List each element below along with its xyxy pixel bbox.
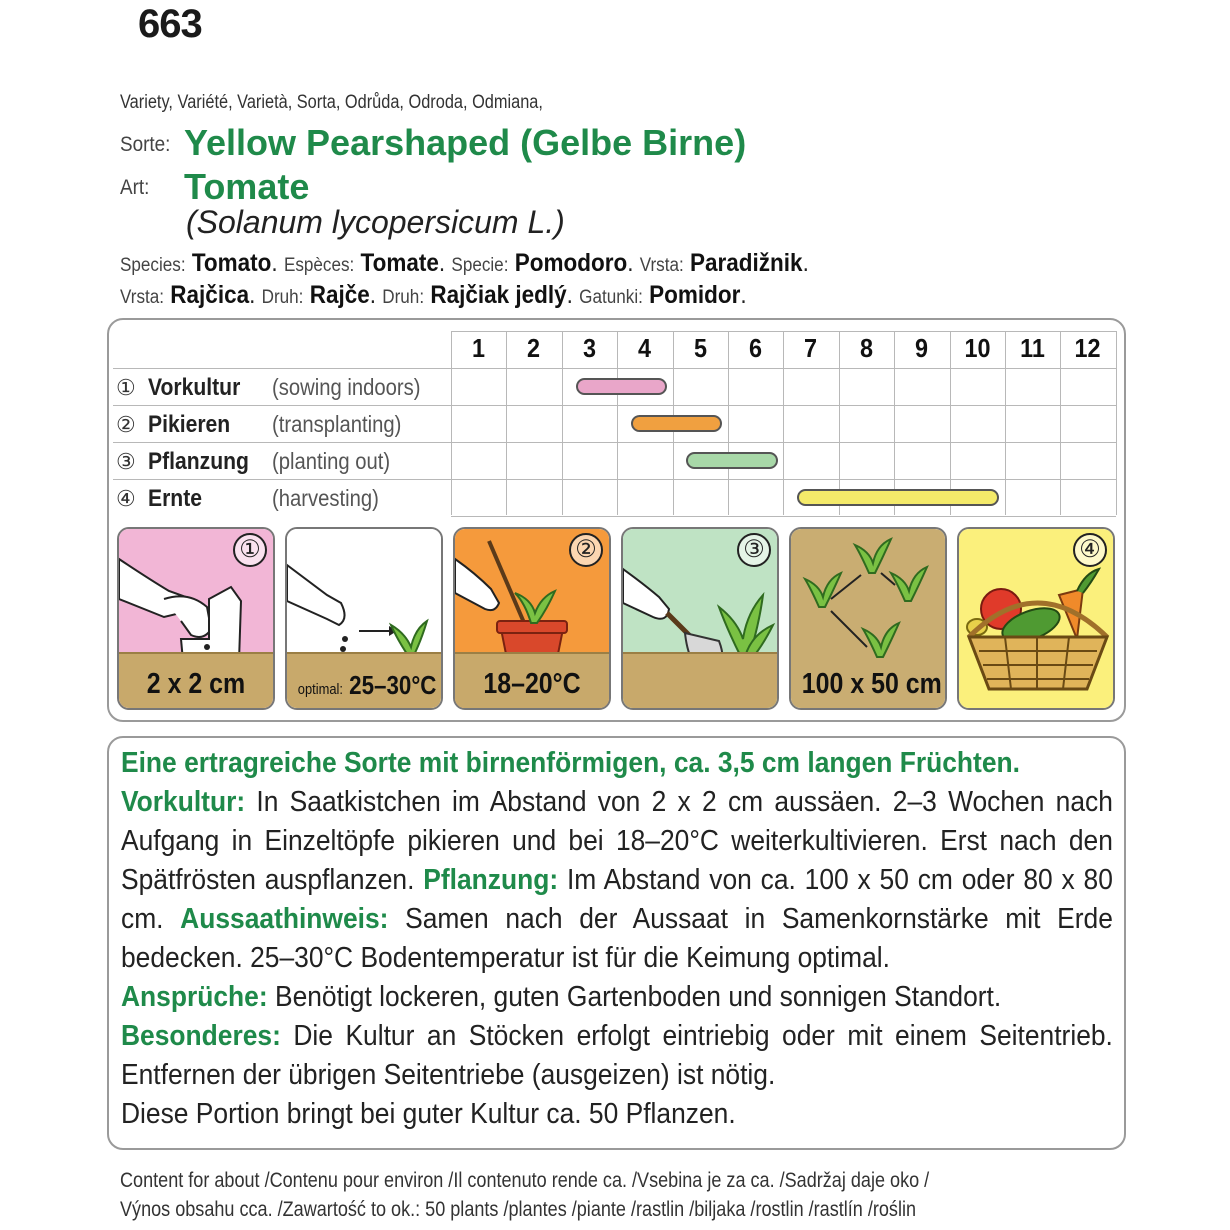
grid-column-line [562, 331, 563, 515]
month-label-7: 7 [804, 333, 818, 363]
grid-row-line [451, 516, 1116, 517]
species-label: Vrsta: [120, 287, 165, 308]
product-code: 663 [138, 2, 202, 46]
species-name-pl: Pomidor [649, 281, 741, 309]
species-label: Species: [120, 255, 186, 276]
germination-temperature: 25–30°C [349, 670, 437, 700]
stage-number: ② [116, 412, 136, 437]
stage-name-ernte: Ernte [148, 485, 202, 512]
grid-row-line [113, 479, 1116, 480]
pflanzung-heading: Pflanzung: [423, 864, 559, 896]
variety-label-line: Variety, Variété, Varietà, Sorta, Odrůda, Odroda, Odmiana, [120, 92, 543, 113]
month-label-3: 3 [582, 333, 596, 363]
step-badge: ③ [737, 533, 771, 567]
step-badge: ④ [1073, 533, 1107, 567]
stage-name-en: (transplanting) [272, 411, 402, 437]
step-badge: ② [569, 533, 603, 567]
step-panel-germination [285, 527, 443, 710]
content-info-line-1: Content for about /Contenu pour environ /Il contenuto rende ca. /Vsebina je za ca. /Sadržaj daje oko / [120, 1169, 930, 1192]
species-label: Espèces: [283, 255, 355, 276]
description-text [121, 744, 1113, 1134]
species-name-cs: Rajče [309, 281, 370, 309]
vorkultur-heading: Vorkultur: [121, 786, 246, 818]
month-label-1: 1 [471, 333, 486, 363]
grid-column-line [1005, 331, 1006, 515]
content-info-line-2: Výnos obsahu cca. /Zawartość to ok.: 50 plants /plantes /piante /rastlin /biljaka /rostlin /rastlín /roślin [120, 1198, 917, 1221]
description-lead: Eine ertragreiche Sorte mit birnenförmigen, ca. 3,5 cm langen Früchten. [121, 747, 1020, 779]
art-label: Art: [120, 176, 150, 199]
stage-name-vorkultur: Vorkultur [148, 374, 241, 401]
sowing-distance-label: 2 x 2 cm [146, 668, 246, 700]
grid-column-line [617, 331, 618, 515]
species-name-sl: Paradižnik [690, 249, 803, 277]
species-name-sk: Rajčiak jedlý [430, 281, 567, 309]
species-name: Tomate [184, 166, 310, 207]
month-label-9: 9 [915, 333, 929, 363]
grid-column-line [1116, 331, 1117, 515]
vorkultur-text: In Saatkistchen im Abstand von 2 x 2 cm aussäen. 2–3 Wochen nach Aufgang in Einzeltöpfe pikieren und bei 18–20°C weiterkultivieren. Erst nach den Spätfrösten auspflanzen. [121, 786, 1113, 896]
ansprueche-heading: Ansprüche: [121, 981, 268, 1013]
grid-column-line [950, 331, 951, 515]
grid-column-line [894, 331, 895, 515]
aussaathinweis-text: Samen nach der Aussaat in Samenkornstärke mit Erde bedecken. 25–30°C Bodentemperatur ist für die Keimung optimal. [121, 903, 1113, 974]
month-label-6: 6 [748, 333, 763, 363]
month-label-12: 12 [1074, 333, 1101, 363]
month-label-10: 10 [964, 333, 991, 363]
species-translations-line-2: Vrsta: Rajčica. Druh: Rajče. Druh: Rajčiak jedlý. Gatunki: Pomidor. [120, 281, 747, 309]
step-panel-sowing [117, 527, 275, 710]
sorte-label: Sorte: [120, 133, 171, 156]
calendar-bar-vorkultur [576, 378, 667, 395]
besonderes-heading: Besonderes: [121, 1020, 281, 1052]
species-name-en: Tomato [191, 249, 272, 277]
ansprueche-text: Benötigt lockeren, guten Gartenboden und sonnigen Standort. [267, 981, 1002, 1013]
stage-name-pikieren: Pikieren [148, 411, 231, 438]
latin-name: (Solanum lycopersicum L.) [186, 204, 565, 240]
grid-row-line [113, 405, 1116, 406]
step-panel-harvest [957, 527, 1115, 710]
grid-row-line [113, 442, 1116, 443]
calendar-bar-pikieren [631, 415, 722, 432]
grid-row-line [451, 331, 1116, 332]
grid-column-line [451, 331, 452, 515]
stage-name-en: (harvesting) [272, 485, 379, 511]
stage-name-en: (sowing indoors) [272, 374, 421, 400]
species-label: Druh: [261, 287, 304, 308]
species-label: Druh: [382, 287, 425, 308]
month-label-5: 5 [693, 333, 707, 363]
stage-number: ① [116, 375, 136, 400]
stage-name-pflanzung: Pflanzung [148, 448, 249, 475]
stage-name-en: (planting out) [272, 448, 391, 474]
grid-column-line [506, 331, 507, 515]
step-badge: ① [233, 533, 267, 567]
optimal-prefix: optimal: [297, 681, 343, 698]
step-panel-spacing [789, 527, 947, 710]
germination-temperature-label [297, 670, 437, 701]
grid-column-line [839, 331, 840, 515]
step-panel-transplanting [453, 527, 611, 710]
month-label-11: 11 [1020, 333, 1045, 363]
species-label: Gatunki: [579, 287, 643, 308]
grid-column-line [1060, 331, 1061, 515]
species-name-hr: Rajčica [170, 281, 250, 309]
species-name-it: Pomodoro [514, 249, 628, 277]
stage-number: ④ [116, 486, 136, 511]
month-label-2: 2 [527, 333, 541, 363]
plant-spacing-label: 100 x 50 cm [801, 668, 942, 700]
soil-strip [623, 652, 777, 708]
transplant-temperature-label: 18–20°C [483, 668, 581, 700]
pflanzung-text: Im Abstand von ca. 100 x 50 cm oder 80 x 80 cm. [121, 864, 1113, 935]
stage-number: ③ [116, 449, 136, 474]
calendar-bar-pflanzung [686, 452, 777, 469]
month-label-8: 8 [859, 333, 873, 363]
species-label: Vrsta: [639, 255, 684, 276]
grid-column-line [783, 331, 784, 515]
month-label-4: 4 [638, 333, 652, 363]
grid-row-line [113, 368, 1116, 369]
species-name-fr: Tomate [360, 249, 439, 277]
content-info [120, 1166, 929, 1224]
portion-text: Diese Portion bringt bei guter Kultur ca. 50 Pflanzen. [121, 1098, 736, 1130]
species-label: Specie: [451, 255, 509, 276]
aussaathinweis-heading: Aussaathinweis: [180, 903, 389, 935]
species-translations-line-1: Species: Tomato. Espèces: Tomate. Specie: Pomodoro. Vrsta: Paradižnik. [120, 249, 809, 277]
step-panel-planting-out [621, 527, 779, 710]
variety-name: Yellow Pearshaped (Gelbe Birne) [184, 122, 747, 163]
besonderes-text: Die Kultur an Stöcken erfolgt eintriebig oder mit einem Seitentrieb. Entfernen der übrigen Seitentriebe (ausgeizen) ist nötig. [121, 1020, 1113, 1091]
calendar-grid [451, 331, 1116, 515]
calendar-bar-ernte [797, 489, 999, 506]
grid-column-line [728, 331, 729, 515]
